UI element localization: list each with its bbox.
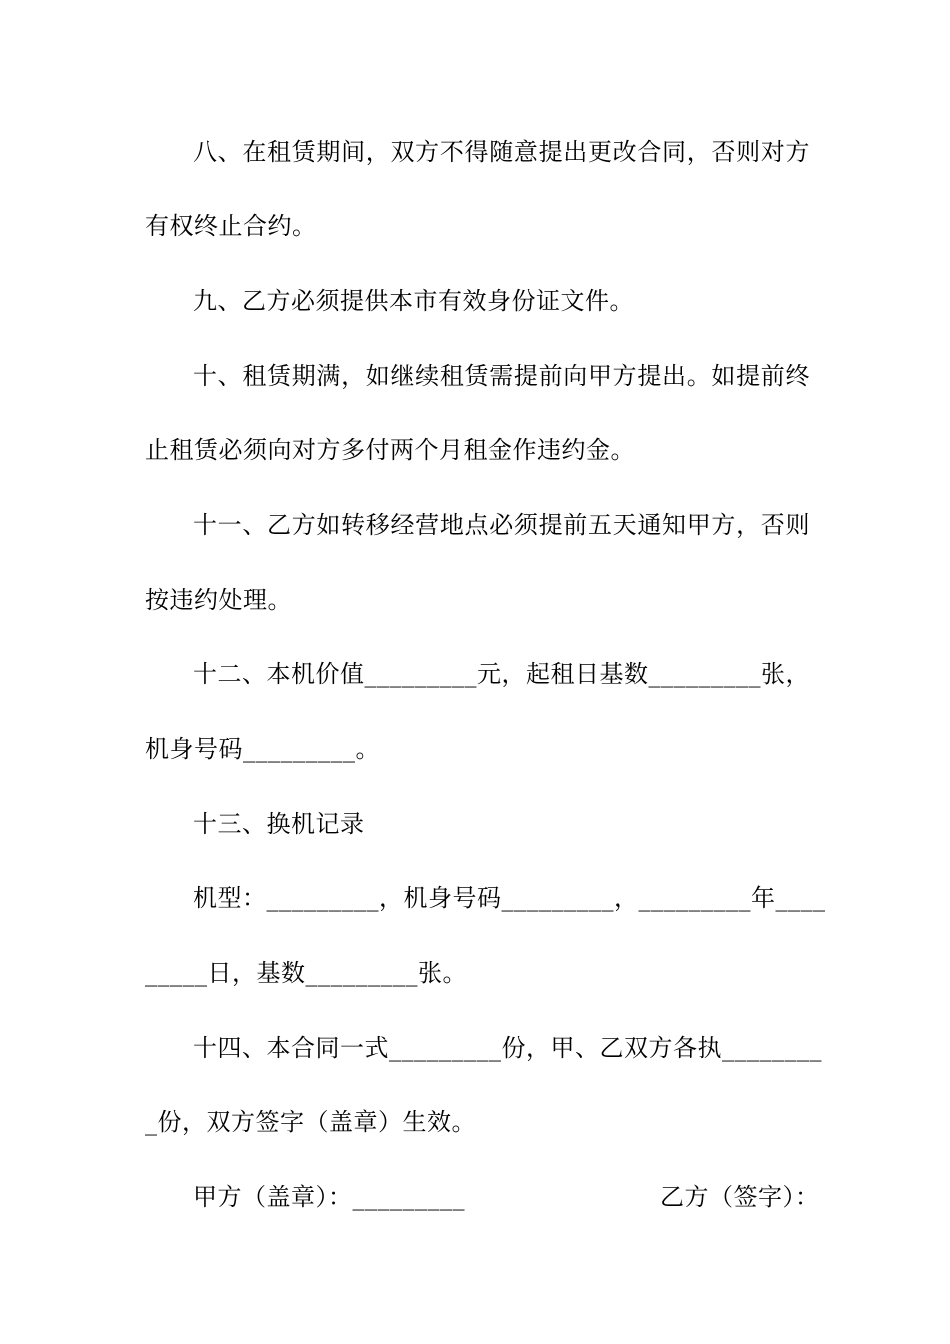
clause-14-line-1: 十四、本合同一式_________份，甲、乙双方各执________ (193, 1034, 822, 1062)
clause-11-line-2: 按违约处理。 (145, 586, 292, 614)
clause-13-line-2: _____日，基数_________张。 (145, 959, 467, 987)
clause-8-line-1: 八、在租赁期间，双方不得随意提出更改合同，否则对方 (193, 138, 810, 166)
clause-14-line-2: _份，双方签字（盖章）生效。 (145, 1108, 476, 1136)
party-a-signature: 甲方（盖章）：_________ (193, 1183, 465, 1211)
party-b-signature: 乙方（签字）： (660, 1183, 820, 1211)
clause-9-line-1: 九、乙方必须提供本市有效身份证文件。 (193, 287, 634, 315)
clause-11-line-1: 十一、乙方如转移经营地点必须提前五天通知甲方，否则 (193, 511, 810, 539)
clause-13-heading: 十三、换机记录 (193, 810, 365, 838)
clause-12-line-1: 十二、本机价值_________元，起租日基数_________张， (193, 660, 810, 688)
clause-8-line-2: 有权终止合约。 (145, 212, 317, 240)
clause-10-line-2: 止租赁必须向对方多付两个月租金作违约金。 (145, 436, 635, 464)
clause-13-line-1: 机型：_________，机身号码_________，_________年____ (193, 884, 826, 912)
clause-10-line-1: 十、租赁期满，如继续租赁需提前向甲方提出。如提前终 (193, 362, 810, 390)
clause-12-line-2: 机身号码_________。 (145, 735, 380, 763)
